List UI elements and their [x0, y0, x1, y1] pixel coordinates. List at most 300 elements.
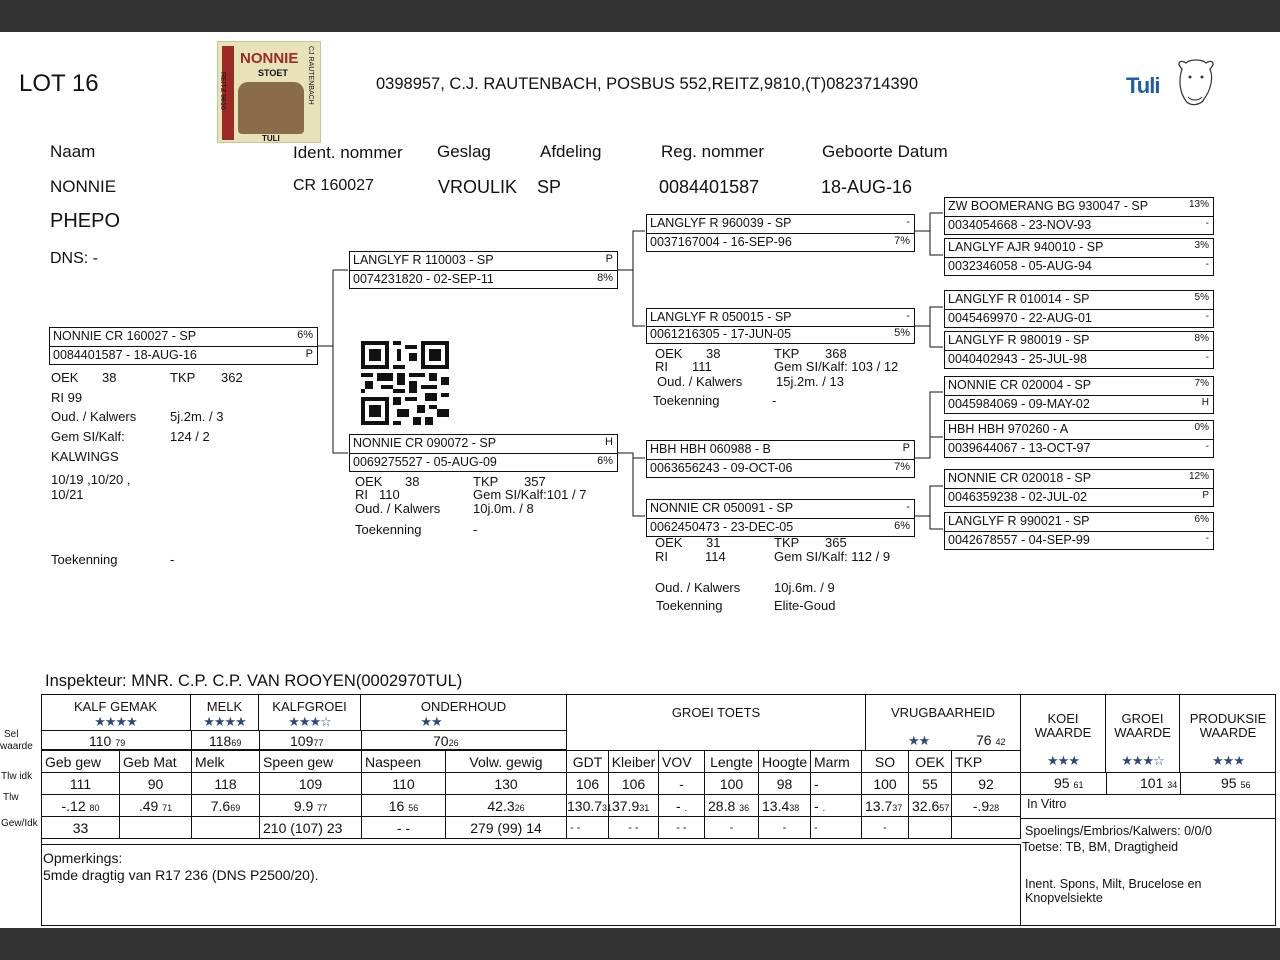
groei-acc: 34	[1167, 780, 1178, 790]
tlw-value: 42.3	[487, 797, 515, 814]
waarde-values-row	[1020, 772, 1276, 795]
dam-line1: NONNIE CR 090072 - SP	[353, 436, 497, 450]
in-vitro: In Vitro	[1027, 797, 1067, 811]
tlw-idk-cell: 98	[759, 773, 811, 795]
dns-status: DNS: -	[50, 250, 98, 267]
g3-flag: -	[1205, 352, 1209, 363]
g2-pct: 5%	[894, 327, 910, 339]
side-label-sel: Sel	[4, 729, 19, 740]
tlw-row	[42, 795, 1021, 817]
sel-kalfgroei-acc: 77	[313, 738, 324, 748]
subject-gem-label: Gem SI/Kalf:	[51, 429, 125, 444]
tlw-idk-cell: 109	[260, 773, 362, 795]
tlw-acc: 28	[989, 802, 1000, 813]
koei-waarde-header	[1020, 694, 1106, 772]
tlw-idk-cell: 106	[567, 773, 609, 795]
ancestor-box	[944, 469, 1214, 507]
g3-line2: 0040402943 - 25-JUL-98	[948, 352, 1087, 366]
tlw-acc: 56	[408, 802, 419, 813]
g2a-oud-value: 15j.2m. / 13	[776, 374, 844, 389]
tlw-acc: 36	[739, 802, 750, 813]
col-header: Marm	[811, 751, 862, 773]
qr-code-icon	[361, 341, 449, 425]
kalf-gemak-header	[41, 694, 191, 731]
g2a-tkp-label: TKP	[774, 346, 800, 361]
tlw-value: 13.4	[762, 797, 790, 814]
produksie-waarde-header	[1180, 694, 1276, 772]
side-label-tlw-idk: Tlw idk	[1, 771, 33, 782]
tlw-idk-cell: 100	[705, 773, 759, 795]
sire-pedigree-box	[349, 251, 618, 289]
col-header: Melk	[192, 751, 260, 773]
g3-line1: NONNIE CR 020004 - SP	[948, 378, 1092, 392]
col-header: Lengte	[705, 751, 759, 773]
g3-pct: 12%	[1188, 471, 1209, 482]
tlw-cell	[705, 795, 759, 817]
g2b-ri-label: RI	[655, 549, 668, 564]
dam-pedigree-box	[349, 434, 618, 472]
melk-title: MELK	[206, 699, 243, 714]
maternal-granddam-box	[646, 499, 915, 537]
gew-idk-cell: - -	[362, 817, 446, 839]
qr-code	[361, 341, 449, 425]
side-label-gew-idk: Gew/Idk	[1, 818, 38, 829]
sel-onderhoud-acc: 26	[448, 738, 459, 748]
tlw-idk-cell: -	[811, 773, 862, 795]
onderhoud-header	[361, 694, 566, 731]
label-geslag: Geslag	[437, 142, 491, 161]
dam-oek-value: 38	[405, 474, 420, 489]
dam-flag: H	[605, 436, 613, 448]
dam-toekenning-label: Toekenning	[355, 522, 422, 537]
tlw-value: -.12	[61, 797, 86, 814]
g3-line2: 0034054668 - 23-NOV-93	[948, 218, 1092, 232]
dam-oud-value: 10j.0m. / 8	[473, 501, 534, 516]
g2a-oud-label: Oud. / Kalwers	[657, 374, 743, 389]
subject-kalwings-1: 10/19 ,10/20 ,	[51, 472, 131, 487]
dam-tkp-value: 357	[524, 474, 546, 489]
g3-pct: 5%	[1194, 292, 1209, 303]
side-label-tlw: Tlw	[3, 792, 19, 803]
tlw-idk-row	[42, 773, 1021, 795]
g2b-toekenning-label: Toekenning	[656, 598, 723, 613]
subject-inbreeding-pct: 6%	[297, 329, 313, 341]
tlw-value: 16	[388, 797, 405, 814]
sire-line1: LANGLYF R 110003 - SP	[353, 253, 494, 267]
g3-flag: -	[1205, 311, 1209, 322]
kalfgroei-header	[259, 694, 361, 731]
kalf-gemak-stars: ★★★★	[94, 714, 137, 729]
tlw-acc: 31	[639, 802, 650, 813]
groei-toets-title: GROEI TOETS	[671, 705, 761, 720]
subject-kalwings-label: KALWINGS	[51, 449, 119, 464]
g2b-oud-value: 10j.6m. / 9	[774, 580, 835, 595]
tlw-value: 130.7	[567, 797, 603, 814]
g2-pct: 7%	[894, 461, 910, 473]
spoelings: Spoelings/Embrios/Kalwers: 0/0/0	[1025, 824, 1212, 838]
groei-value: 101	[1140, 775, 1164, 791]
melk-header	[191, 694, 259, 731]
maternal-grandsire-box	[646, 440, 915, 478]
logo-word-tuli: TULI	[262, 134, 280, 143]
tlw-value: 13.7	[865, 797, 893, 814]
label-afdeling: Afdeling	[540, 142, 602, 161]
g3-line2: 0045984069 - 09-MAY-02	[948, 397, 1090, 411]
sel-kalf-value: 110	[89, 733, 112, 749]
sel-vrug-value: 76	[976, 732, 992, 748]
sel-kalfgroei	[290, 733, 323, 749]
logo-word-nonnie: NONNIE	[240, 50, 299, 67]
sire-pct: 8%	[597, 272, 613, 284]
g2-flag: -	[906, 501, 910, 513]
tlw-idk-cell: 111	[42, 773, 120, 795]
subject-oek-label: OEK	[51, 370, 79, 385]
sire-line2: 0074231820 - 02-SEP-11	[353, 272, 494, 286]
koei-value: 95	[1054, 775, 1070, 791]
g2a-oek-value: 38	[706, 346, 721, 361]
dam-oud-label: Oud. / Kalwers	[355, 501, 441, 516]
prod-stars: ★★★	[1212, 753, 1244, 768]
g3-line1: LANGLYF R 980019 - SP	[948, 333, 1090, 347]
g2b-oek-value: 31	[706, 535, 721, 550]
tlw-acc: .	[684, 802, 688, 813]
dam-oek-label: OEK	[355, 474, 383, 489]
gew-idk-cell: - -	[567, 817, 609, 839]
g2b-ri-value: 114	[705, 549, 726, 564]
subject-toekenning-label: Toekenning	[51, 552, 118, 567]
dam-tkp-label: TKP	[473, 474, 499, 489]
g3-line1: HBH HBH 970260 - A	[948, 422, 1069, 436]
g3-line1: LANGLYF AJR 940010 - SP	[948, 240, 1104, 254]
gew-idk-cell: - -	[659, 817, 705, 839]
remarks-text: 5mde dragtig van R17 236 (DNS P2500/20).	[43, 867, 319, 883]
g3-flag: H	[1201, 397, 1209, 408]
tlw-value: 32.6	[912, 797, 940, 814]
sire-flag: P	[605, 253, 613, 265]
breeder-contact: 0398957, C.J. RAUTENBACH, POSBUS 552,REITZ,9810,(T)0823714390	[376, 75, 919, 93]
tlw-cell	[362, 795, 446, 817]
remarks-divider	[41, 844, 1020, 845]
dam-gem: Gem SI/Kalf:101 / 7	[473, 487, 587, 502]
gew-idk-cell	[909, 817, 952, 839]
paternal-grandsire-box	[646, 214, 915, 252]
dam-pct: 6%	[597, 455, 613, 467]
g2-line1: LANGLYF R 960039 - SP	[650, 216, 792, 230]
tlw-cell	[567, 795, 613, 817]
side-label-waarde: waarde	[0, 741, 33, 752]
g3-pct: 0%	[1194, 422, 1209, 433]
dam-toekenning-value: -	[473, 522, 478, 537]
g3-flag: -	[1205, 218, 1209, 229]
tlw-cell	[952, 795, 1021, 817]
tlw-cell	[659, 795, 705, 817]
tlw-idk-cell: 92	[952, 773, 1021, 795]
label-naam: Naam	[50, 142, 96, 161]
g2-line2: 0037167004 - 16-SEP-96	[650, 235, 792, 249]
sel-kalf-acc: 79	[115, 738, 126, 748]
g2b-gem: Gem SI/Kalf: 112 / 9	[774, 549, 891, 564]
animal-reg: 0084401587	[659, 177, 760, 197]
ancestor-box	[944, 197, 1214, 235]
g2-line1: HBH HBH 060988 - B	[650, 442, 771, 456]
g3-line2: 0046359238 - 02-JUL-02	[948, 490, 1087, 504]
tlw-cell	[42, 795, 120, 817]
tlw-acc: 26	[514, 802, 525, 813]
inenting-2: Knopvelsiekte	[1025, 891, 1103, 905]
tuli-logo-text: Tuli	[1126, 73, 1160, 98]
g2-flag: P	[902, 442, 910, 454]
remarks-label: Opmerkings:	[43, 850, 123, 866]
tlw-idk-cell: 106	[609, 773, 659, 795]
subject-ri: RI 99	[51, 390, 83, 405]
prod-title-1: PRODUKSIE	[1189, 711, 1267, 726]
subject-gem-value: 124 / 2	[170, 429, 210, 444]
groei-title-1: GROEI	[1121, 711, 1164, 726]
groei-toets-header	[566, 694, 866, 750]
sel-kalf	[89, 733, 125, 749]
kalfgroei-stars: ★★★☆	[288, 714, 331, 729]
gew-idk-cell: -	[705, 817, 759, 839]
col-header: Geb Mat	[120, 751, 192, 773]
ancestor-box	[944, 512, 1214, 550]
subject-toekenning-value: -	[170, 552, 175, 567]
koei-title-1: KOEI	[1047, 711, 1079, 726]
subject-pedigree-box	[49, 327, 318, 365]
ancestor-box	[944, 290, 1214, 328]
groei-waarde-header	[1106, 694, 1180, 772]
g2-flag: -	[906, 216, 910, 228]
tlw-acc: 38	[789, 802, 800, 813]
tlw-cell	[759, 795, 811, 817]
koei-acc: 61	[1073, 780, 1084, 790]
animal-geboorte: 18-AUG-16	[821, 177, 913, 197]
g3-flag: -	[1205, 259, 1209, 270]
prod-value: 95	[1221, 775, 1237, 791]
g2b-tkp-value: 365	[825, 535, 847, 550]
logo-word-stoet: STOET	[258, 68, 288, 78]
prod-title-2: WAARDE	[1199, 725, 1257, 740]
g3-pct: 13%	[1188, 199, 1209, 210]
g2-pct: 7%	[894, 235, 910, 247]
label-reg: Reg. nommer	[661, 142, 764, 161]
ancestor-box	[944, 238, 1214, 276]
groei-title-2: WAARDE	[1114, 725, 1171, 740]
tlw-value: .49	[138, 797, 159, 814]
animal-ident: CR 160027	[293, 177, 374, 194]
animal-afdeling: SP	[537, 177, 562, 197]
gew-idk-cell: 33	[42, 817, 120, 839]
tlw-value: 28.8	[708, 797, 736, 814]
tlw-acc: 37	[892, 802, 903, 813]
kalfgroei-title: KALFGROEI	[272, 699, 347, 714]
onderhoud-stars: ★★	[420, 714, 442, 729]
g2a-toekenning-value: -	[772, 393, 777, 408]
animal-name-2: PHEPO	[50, 210, 121, 232]
tlw-cell	[446, 795, 567, 817]
sel-onderhoud	[433, 733, 459, 749]
col-header: Hoogte	[759, 751, 811, 773]
gew-idk-cell: - -	[609, 817, 659, 839]
vrugbaarheid-stars: ★★	[908, 733, 930, 748]
sel-kalfgroei-value: 109	[290, 733, 314, 749]
gew-idk-cell: 279 (99) 14	[446, 817, 567, 839]
vrugbaarheid-header	[866, 694, 1020, 750]
g3-flag: -	[1205, 533, 1209, 544]
col-header: Geb gew	[42, 751, 120, 773]
koei-title-2: WAARDE	[1034, 725, 1092, 740]
tlw-value: -	[814, 797, 819, 814]
g2-line1: NONNIE CR 050091 - SP	[650, 501, 794, 515]
g2-line2: 0062450473 - 23-DEC-05	[650, 520, 794, 534]
tlw-acc: 31	[602, 802, 613, 813]
gew-idk-cell	[120, 817, 192, 839]
g3-flag: -	[1205, 441, 1209, 452]
g2-line1: LANGLYF R 050015 - SP	[650, 310, 792, 324]
g3-line2: 0032346058 - 05-AUG-94	[948, 259, 1092, 273]
g2-pct: 6%	[894, 520, 910, 532]
g3-line1: LANGLYF R 010014 - SP	[948, 292, 1090, 306]
g3-pct: 3%	[1194, 240, 1209, 251]
subject-line2: 0084401587 - 18-AUG-16	[53, 348, 197, 362]
g3-pct: 6%	[1194, 514, 1209, 525]
dam-ri-label: RI	[355, 487, 368, 502]
dam-ri-value: 110	[379, 487, 400, 502]
tlw-cell	[811, 795, 862, 817]
g2a-ri-label: RI	[655, 359, 668, 374]
tlw-idk-cell: 110	[362, 773, 446, 795]
tlw-acc: 69	[230, 802, 241, 813]
tlw-acc: 77	[317, 802, 328, 813]
lot-number: LOT 16	[19, 70, 99, 97]
tlw-idk-cell: 100	[862, 773, 909, 795]
onderhoud-title: ONDERHOUD	[420, 699, 507, 714]
dam-line2: 0069275527 - 05-AUG-09	[353, 455, 497, 469]
subject-oek-value: 38	[102, 370, 117, 385]
animal-geslag: VROULIK	[438, 177, 518, 197]
gew-idk-cell	[192, 817, 260, 839]
subject-tkp-label: TKP	[170, 370, 196, 385]
tlw-value: -	[675, 797, 681, 814]
sel-waarde-row	[41, 731, 566, 750]
sel-vrug-acc: 42	[995, 737, 1006, 747]
ancestor-box	[944, 331, 1214, 369]
toetse: Toetse: TB, BM, Dragtigheid	[1022, 840, 1179, 854]
tlw-value: 37.9	[612, 797, 640, 814]
gew-idk-cell: -	[759, 817, 811, 839]
col-header: Speen gew	[260, 751, 362, 773]
sel-melk	[209, 733, 241, 749]
inenting-1: Inent. Spons, Milt, Brucelose en	[1025, 877, 1202, 891]
tlw-cell	[862, 795, 909, 817]
g2a-ri-value: 111	[692, 359, 712, 374]
tlw-idk-cell: 90	[120, 773, 192, 795]
inspector: Inspekteur: MNR. C.P. C.P. VAN ROOYEN(0002970TUL)	[45, 672, 463, 690]
tlw-idk-cell: -	[659, 773, 705, 795]
g2a-gem: Gem SI/Kalf: 103 / 12	[774, 359, 899, 374]
col-header: TKP	[952, 751, 1021, 773]
col-header: VOV	[659, 751, 705, 773]
tlw-acc: 80	[89, 802, 100, 813]
g2b-tkp-label: TKP	[774, 535, 800, 550]
col-header: Naspeen	[362, 751, 446, 773]
tlw-acc: 57	[939, 802, 950, 813]
ancestor-box	[944, 376, 1214, 414]
gew-idk-cell	[952, 817, 1021, 839]
tlw-idk-cell: 130	[446, 773, 567, 795]
tlw-cell	[260, 795, 362, 817]
g3-line1: LANGLYF R 990021 - SP	[948, 514, 1090, 528]
tlw-cell	[192, 795, 260, 817]
g2-line2: 0063656243 - 09-OCT-06	[650, 461, 793, 475]
vrugbaarheid-title: VRUGBAARHEID	[890, 705, 996, 720]
subject-tkp-value: 362	[221, 370, 243, 385]
col-header: Kleiber	[609, 751, 659, 773]
col-header: SO	[862, 751, 909, 773]
g3-line2: 0045469970 - 22-AUG-01	[948, 311, 1092, 325]
g2b-oud-label: Oud. / Kalwers	[655, 580, 741, 595]
prod-acc: 56	[1240, 780, 1251, 790]
subject-oud-value: 5j.2m. / 3	[170, 409, 224, 424]
tlw-value: -.9	[972, 797, 990, 814]
tlw-cell	[909, 795, 952, 817]
label-geboorte: Geboorte Datum	[822, 142, 948, 161]
gew-idk-cell: -	[811, 817, 862, 839]
gew-idk-cell: 210 (107) 23	[260, 817, 362, 839]
logo-word-reitz: REITZ 9810	[219, 72, 226, 110]
tlw-cell	[120, 795, 192, 817]
subject-kalwings-2: 10/21	[51, 487, 84, 502]
g2a-tkp-value: 368	[825, 346, 847, 361]
tlw-value: 7.6	[210, 797, 231, 814]
gew-idk-cell: -	[862, 817, 909, 839]
remarks-right-divider	[1020, 844, 1021, 926]
kalf-gemak-title: KALF GEMAK	[73, 699, 158, 714]
gew-idk-row	[42, 817, 1021, 839]
g3-pct: 8%	[1194, 333, 1209, 344]
animal-name-1: NONNIE	[50, 177, 117, 196]
tlw-acc: 71	[162, 802, 173, 813]
tlw-cell	[609, 795, 659, 817]
tlw-value: 9.9	[293, 797, 314, 814]
tlw-idk-cell: 55	[909, 773, 952, 795]
sel-melk-acc: 69	[231, 738, 242, 748]
tlw-idk-cell: 118	[192, 773, 260, 795]
paternal-granddam-box	[646, 308, 915, 344]
g3-line2: 0039644067 - 13-OCT-97	[948, 441, 1091, 455]
col-header: OEK	[909, 751, 952, 773]
subject-oud-label: Oud. / Kalwers	[51, 409, 137, 424]
g3-pct: 7%	[1194, 378, 1209, 389]
g3-line2: 0042678557 - 04-SEP-99	[948, 533, 1090, 547]
evaluation-table	[41, 750, 1021, 839]
sel-melk-value: 118	[209, 733, 232, 749]
g3-line1: ZW BOOMERANG BG 930047 - SP	[948, 199, 1149, 213]
tlw-acc: .	[822, 802, 826, 813]
g3-flag: P	[1202, 490, 1209, 501]
g2a-toekenning-label: Toekenning	[653, 393, 720, 408]
logo-word-rautenbach: CJ RAUTENBACH	[307, 46, 314, 105]
melk-stars: ★★★★	[203, 714, 246, 729]
g2-line2: 0061216305 - 17-JUN-05	[650, 327, 792, 341]
column-header-row	[42, 751, 1021, 773]
g2a-oek-label: OEK	[655, 346, 683, 361]
koei-stars: ★★★	[1047, 753, 1079, 768]
label-ident: Ident. nommer	[293, 143, 403, 162]
ancestor-box	[944, 420, 1214, 458]
right-divider	[1020, 818, 1276, 819]
g3-line1: NONNIE CR 020018 - SP	[948, 471, 1092, 485]
col-header: GDT	[567, 751, 609, 773]
